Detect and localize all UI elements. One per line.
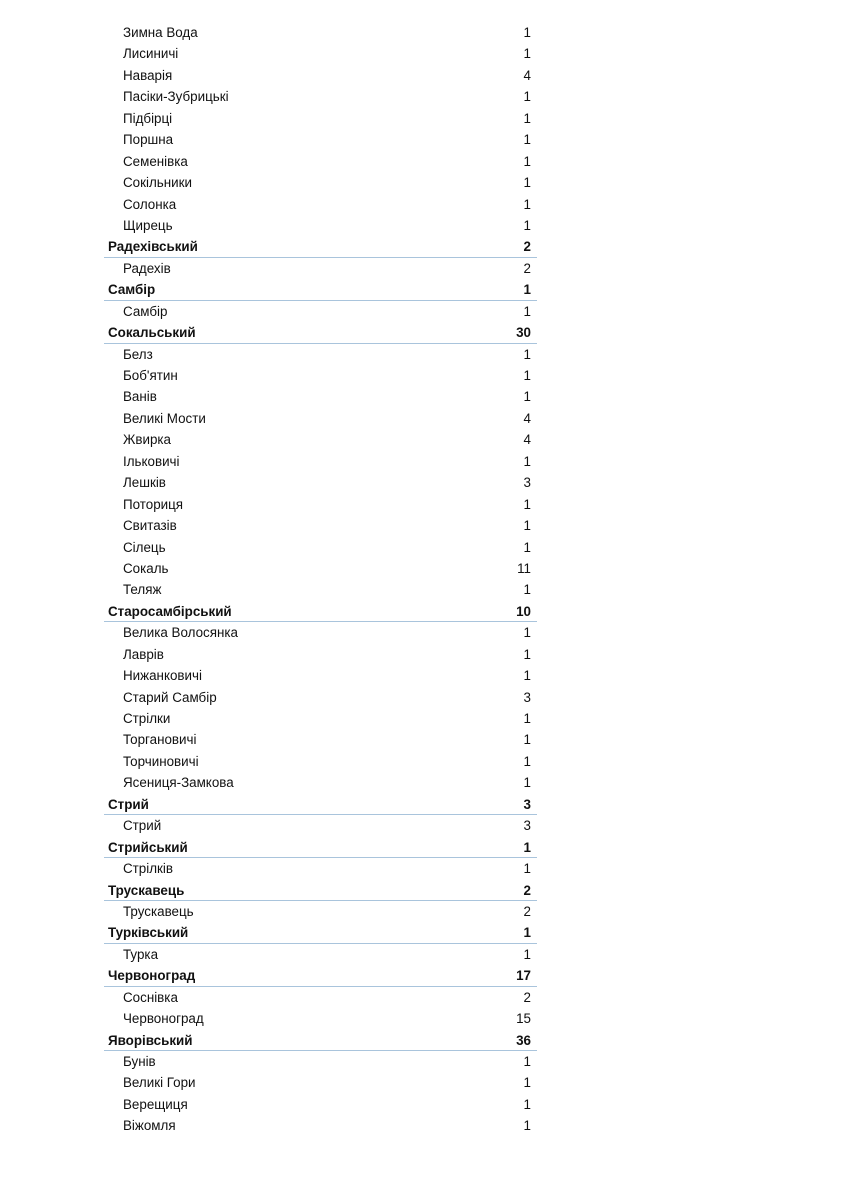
row-value: 2: [523, 903, 531, 919]
group-name: Радехівський: [108, 239, 198, 255]
row-value: 1: [523, 732, 531, 748]
table-row: [104, 537, 537, 558]
table-row: [104, 194, 537, 215]
row-value: 1: [523, 1075, 531, 1091]
row-name: Ясениця-Замкова: [123, 775, 234, 791]
table-row: [104, 215, 537, 236]
group-row: [104, 322, 537, 343]
table-row: [104, 472, 537, 493]
row-value: 1: [523, 1096, 531, 1112]
group-row: [104, 236, 537, 257]
group-name: Старосамбірський: [108, 603, 232, 619]
group-total: 10: [516, 603, 531, 619]
group-name: Червоноград: [108, 968, 196, 984]
group-total: 1: [523, 925, 531, 941]
row-name: Лаврів: [123, 646, 164, 662]
table-row: [104, 408, 537, 429]
group-total: 1: [523, 282, 531, 298]
row-value: 1: [523, 1118, 531, 1134]
table-row: [104, 708, 537, 729]
table-row: [104, 987, 537, 1008]
row-value: 4: [523, 410, 531, 426]
table-row: [104, 172, 537, 193]
row-name: Самбір: [123, 303, 168, 319]
group-row: [104, 601, 537, 622]
group-name: Трускавець: [108, 882, 185, 898]
row-name: Поршна: [123, 132, 174, 148]
row-name: Велика Волосянка: [123, 625, 238, 641]
table-row: [104, 558, 537, 579]
row-name: Турка: [123, 946, 159, 962]
row-value: 1: [523, 582, 531, 598]
table-row: [104, 858, 537, 879]
row-value: 1: [523, 453, 531, 469]
table-row: [104, 751, 537, 772]
row-value: 1: [523, 646, 531, 662]
row-name: Стрілки: [123, 711, 171, 726]
row-value: 1: [523, 25, 531, 40]
group-row: [104, 880, 537, 901]
row-name: Зимна Вода: [123, 25, 198, 40]
group-total: 36: [516, 1032, 531, 1048]
row-value: 3: [523, 689, 531, 705]
group-row: [104, 837, 537, 858]
group-row: [104, 1030, 537, 1051]
row-name: Белз: [123, 346, 153, 362]
table-row: [104, 665, 537, 686]
row-name: Теляж: [123, 582, 162, 598]
row-name: Торгановичі: [123, 732, 197, 748]
row-value: 1: [523, 711, 531, 726]
table-row: [104, 344, 537, 365]
row-name: Поториця: [123, 496, 184, 512]
row-name: Стрий: [123, 818, 162, 834]
table-row: [104, 65, 537, 86]
row-name: Сілець: [123, 539, 166, 555]
row-value: 4: [523, 67, 531, 83]
row-value: 15: [516, 1011, 531, 1027]
table-row: [104, 579, 537, 600]
row-name: Солонка: [123, 196, 177, 212]
row-value: 1: [523, 132, 531, 148]
row-value: 1: [523, 153, 531, 169]
table-row: [104, 687, 537, 708]
table-row: [104, 1051, 537, 1072]
table-row: [104, 644, 537, 665]
row-name: Сокільники: [123, 175, 192, 191]
group-total: 1: [523, 839, 531, 855]
row-value: 1: [523, 368, 531, 383]
table-row: [104, 108, 537, 129]
row-name: Віжомля: [123, 1118, 176, 1134]
row-value: 1: [523, 46, 531, 62]
pivot-table: [104, 22, 537, 1137]
table-row: [104, 386, 537, 407]
row-name: Ільковичі: [123, 453, 180, 469]
row-value: 1: [523, 217, 531, 233]
table-row: [104, 1072, 537, 1093]
table-row: [104, 901, 537, 922]
table-row: [104, 729, 537, 750]
row-value: 1: [523, 518, 531, 534]
row-value: 1: [523, 496, 531, 512]
row-value: 3: [523, 475, 531, 491]
row-name: Щирець: [123, 217, 173, 233]
row-value: 11: [517, 560, 531, 576]
row-value: 1: [523, 1054, 531, 1069]
group-name: Самбір: [108, 282, 156, 298]
table-row: [104, 258, 537, 279]
group-row: [104, 922, 537, 943]
table-row: [104, 86, 537, 107]
row-value: 2: [523, 989, 531, 1005]
group-total: 3: [523, 796, 531, 812]
row-name: Стрілків: [123, 861, 173, 877]
table-row: [104, 129, 537, 150]
group-name: Стрийський: [108, 839, 188, 855]
row-value: 1: [523, 110, 531, 126]
row-value: 1: [523, 346, 531, 362]
table-row: [104, 515, 537, 536]
row-name: Бунів: [123, 1054, 156, 1069]
row-value: 3: [523, 818, 531, 834]
group-row: [104, 279, 537, 300]
row-name: Лисиничі: [123, 46, 179, 62]
table-row: [104, 301, 537, 322]
row-name: Підбірці: [123, 110, 173, 126]
table-row: [104, 1115, 537, 1136]
table-row: [104, 43, 537, 64]
table-row: [104, 494, 537, 515]
row-value: 1: [523, 196, 531, 212]
row-name: Трускавець: [123, 903, 194, 919]
row-name: Верещиця: [123, 1096, 188, 1112]
group-row: [104, 965, 537, 986]
row-value: 1: [523, 753, 531, 769]
table-row: [104, 429, 537, 450]
row-value: 4: [523, 432, 531, 448]
group-total: 2: [523, 882, 531, 898]
row-name: Старий Самбір: [123, 689, 217, 705]
group-total: 17: [516, 968, 531, 984]
group-name: Турківський: [108, 925, 189, 941]
row-name: Наварія: [123, 67, 173, 83]
row-name: Соснівка: [123, 989, 178, 1005]
table-row: [104, 944, 537, 965]
row-name: Ванів: [123, 389, 157, 405]
table-row: [104, 151, 537, 172]
row-name: Пасіки-Зубрицькі: [123, 89, 229, 105]
row-value: 1: [523, 625, 531, 641]
table-row: [104, 622, 537, 643]
row-value: 1: [523, 303, 531, 319]
row-name: Лешків: [123, 475, 166, 491]
row-value: 1: [523, 89, 531, 105]
row-name: Великі Гори: [123, 1075, 196, 1091]
row-name: Нижанковичі: [123, 668, 202, 684]
table-row: [104, 22, 537, 43]
row-name: Жвирка: [123, 432, 172, 448]
row-value: 1: [523, 175, 531, 191]
table-row: [104, 1094, 537, 1115]
group-name: Стрий: [108, 796, 149, 812]
row-value: 1: [523, 539, 531, 555]
row-name: Радехів: [123, 260, 171, 276]
row-name: Червоноград: [123, 1011, 204, 1027]
row-name: Свитазів: [123, 518, 177, 534]
table-row: [104, 365, 537, 386]
group-total: 2: [523, 239, 531, 255]
row-name: Семенівка: [123, 153, 188, 169]
table-row: [104, 451, 537, 472]
table-row: [104, 815, 537, 836]
group-row: [104, 794, 537, 815]
row-value: 1: [523, 389, 531, 405]
group-name: Яворівський: [108, 1032, 193, 1048]
row-name: Сокаль: [123, 560, 169, 576]
row-value: 1: [523, 861, 531, 877]
row-value: 2: [523, 260, 531, 276]
row-value: 1: [523, 946, 531, 962]
row-value: 1: [523, 775, 531, 791]
row-value: 1: [523, 668, 531, 684]
row-name: Великі Мости: [123, 410, 206, 426]
table-row: [104, 772, 537, 793]
row-name: Торчиновичі: [123, 753, 199, 769]
group-name: Сокальський: [108, 325, 196, 341]
table-row: [104, 1008, 537, 1029]
group-total: 30: [516, 325, 531, 341]
row-name: Боб'ятин: [123, 368, 178, 383]
